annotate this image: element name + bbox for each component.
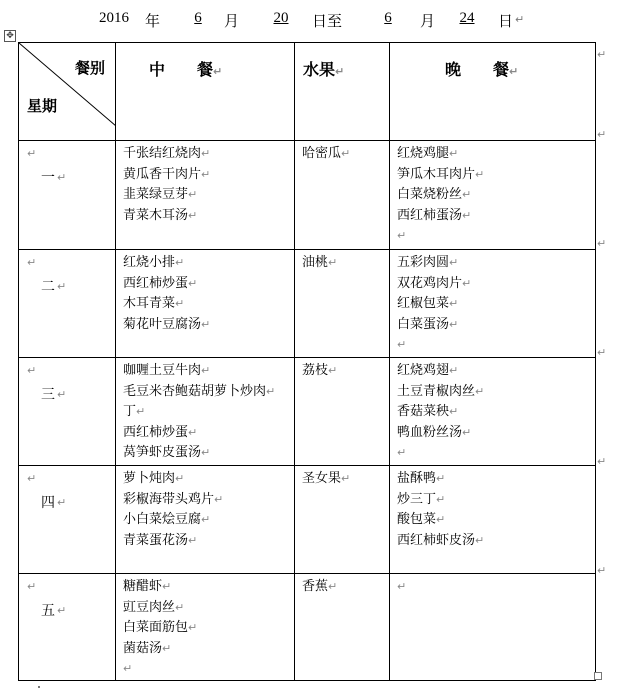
row-end-mark: ↵ [597, 128, 607, 141]
paragraph-mark: ↵ [515, 13, 525, 26]
weekday-cell: ↵ 四 ↵ [19, 466, 116, 574]
weekly-menu-table [18, 42, 596, 681]
dish-item: 小白菜烩豆腐↵ [123, 512, 211, 527]
dish-item: 西红柿炒蛋↵ [123, 275, 198, 291]
start-month: 6 [194, 10, 202, 26]
dinner-header: 晚 餐↵ [390, 43, 596, 141]
lunch-cell [116, 358, 295, 466]
year-char: 年 [145, 14, 161, 30]
fruit-item: 荔枝↵ [302, 363, 338, 378]
dish-item: 盐酥鸭↵ [397, 471, 446, 486]
row-end-mark: ↵ [597, 564, 607, 577]
dish-item: 青菜木耳汤↵ [123, 207, 198, 223]
dish-item: 韭菜绿豆芽↵ [123, 187, 198, 202]
dinner-cell [390, 466, 596, 574]
dish-item: 菊花叶豆腐汤↵ [123, 316, 211, 332]
dish-item: 丁↵ [123, 404, 146, 419]
dish-item: ↵ [397, 229, 407, 242]
day-char: 日 [498, 14, 514, 30]
table-row [19, 250, 596, 358]
dish-item: 红烧鸡腿↵ [397, 146, 459, 161]
month-char: 月 [224, 14, 240, 30]
dish-item: 白菜烧粉丝↵ [397, 187, 472, 202]
table-move-handle-icon[interactable]: ✥ [4, 30, 16, 42]
dish-item: ↵ [123, 662, 133, 675]
dinner-cell [390, 250, 596, 358]
weekday-cell: ↵ 二 ↵ [19, 250, 116, 358]
month-char-2: 月 [420, 14, 436, 30]
dish-item: 糖醋虾↵ [123, 579, 172, 594]
dish-item: 笋瓜木耳肉片↵ [397, 166, 485, 182]
fruit-item: 哈密瓜↵ [302, 146, 351, 161]
dish-item: 彩椒海带头鸡片↵ [123, 491, 224, 507]
year: 2016 [99, 10, 129, 26]
dish-item: 莴笋虾皮蛋汤↵ [123, 445, 211, 460]
dish-item: 双花鸡肉片↵ [397, 275, 472, 291]
dish-item: 白菜面筋包↵ [123, 620, 198, 635]
dish-item: 红烧鸡翅↵ [397, 363, 459, 378]
dish-item: 萝卜炖肉↵ [123, 471, 185, 486]
fruit-item: 油桃↵ [302, 255, 338, 270]
dish-item: 酸包菜↵ [397, 512, 446, 527]
header-row [19, 43, 596, 141]
dish-item: ↵ [397, 580, 407, 593]
lunch-cell [116, 141, 295, 250]
lunch-cell [116, 466, 295, 574]
dish-item: 白菜蛋汤↵ [397, 316, 459, 332]
day-to-char: 日至 [312, 14, 343, 30]
dish-item: 千张结红烧肉↵ [123, 146, 211, 161]
table-resize-handle[interactable] [594, 672, 602, 680]
weekday-cell: ↵ 五 ↵ [19, 574, 116, 681]
fruit-cell [295, 466, 390, 574]
dinner-cell [390, 358, 596, 466]
fruit-header: 水果↵ [295, 43, 390, 141]
weekday-cell: ↵ 一 ↵ [19, 141, 116, 250]
lunch-cell [116, 250, 295, 358]
table-row [19, 466, 596, 574]
end-month: 6 [384, 10, 392, 26]
dish-item: 香菇菜秧↵ [397, 404, 459, 419]
dish-item: 咖喱土豆牛肉↵ [123, 363, 211, 378]
start-day: 20 [273, 10, 289, 26]
dish-item: 鸭血粉丝汤↵ [397, 424, 472, 440]
dish-item: 西红柿炒蛋↵ [123, 424, 198, 440]
dish-item: 青菜蛋花汤↵ [123, 532, 198, 548]
dish-item: 木耳青菜↵ [123, 296, 185, 311]
dinner-cell [390, 574, 596, 681]
fruit-cell [295, 358, 390, 466]
dish-item: ↵ [397, 446, 407, 459]
dish-item: 土豆青椒肉丝↵ [397, 383, 485, 399]
paragraph-dot [38, 686, 40, 688]
dish-item: 红椒包菜↵ [397, 296, 459, 311]
row-end-mark: ↵ [597, 237, 607, 250]
fruit-cell [295, 574, 390, 681]
table-row [19, 358, 596, 466]
dish-item: 毛豆米杏鲍菇胡萝卜炒肉↵ [123, 383, 276, 399]
fruit-cell [295, 141, 390, 250]
dish-item: ↵ [397, 338, 407, 351]
menu-date-range [0, 10, 622, 32]
dinner-cell [390, 141, 596, 250]
dish-item: 豇豆肉丝↵ [123, 599, 185, 615]
row-end-mark: ↵ [597, 48, 607, 61]
meal-type-label: 餐别 [74, 59, 105, 77]
dish-item: 炒三丁↵ [397, 491, 446, 507]
diagonal-header-cell [19, 43, 116, 141]
weekday-label: 星期 [27, 97, 58, 115]
dish-item: 黄瓜香干肉片↵ [123, 166, 211, 182]
dish-item: 红烧小排↵ [123, 255, 185, 270]
dish-item: 西红柿虾皮汤↵ [397, 532, 485, 548]
fruit-cell [295, 250, 390, 358]
row-end-mark: ↵ [597, 346, 607, 359]
row-end-mark: ↵ [597, 455, 607, 468]
weekday-cell: ↵ 三 ↵ [19, 358, 116, 466]
dish-item: 菌菇汤↵ [123, 640, 172, 656]
end-day: 24 [459, 10, 475, 26]
lunch-cell [116, 574, 295, 681]
fruit-item: 圣女果↵ [302, 471, 351, 486]
fruit-item: 香蕉↵ [302, 579, 338, 594]
table-row [19, 141, 596, 250]
dish-item: 五彩肉圆↵ [397, 255, 459, 270]
table-row [19, 574, 596, 681]
lunch-header: 中 餐↵ [116, 43, 295, 141]
dish-item: 西红柿蛋汤↵ [397, 207, 472, 223]
